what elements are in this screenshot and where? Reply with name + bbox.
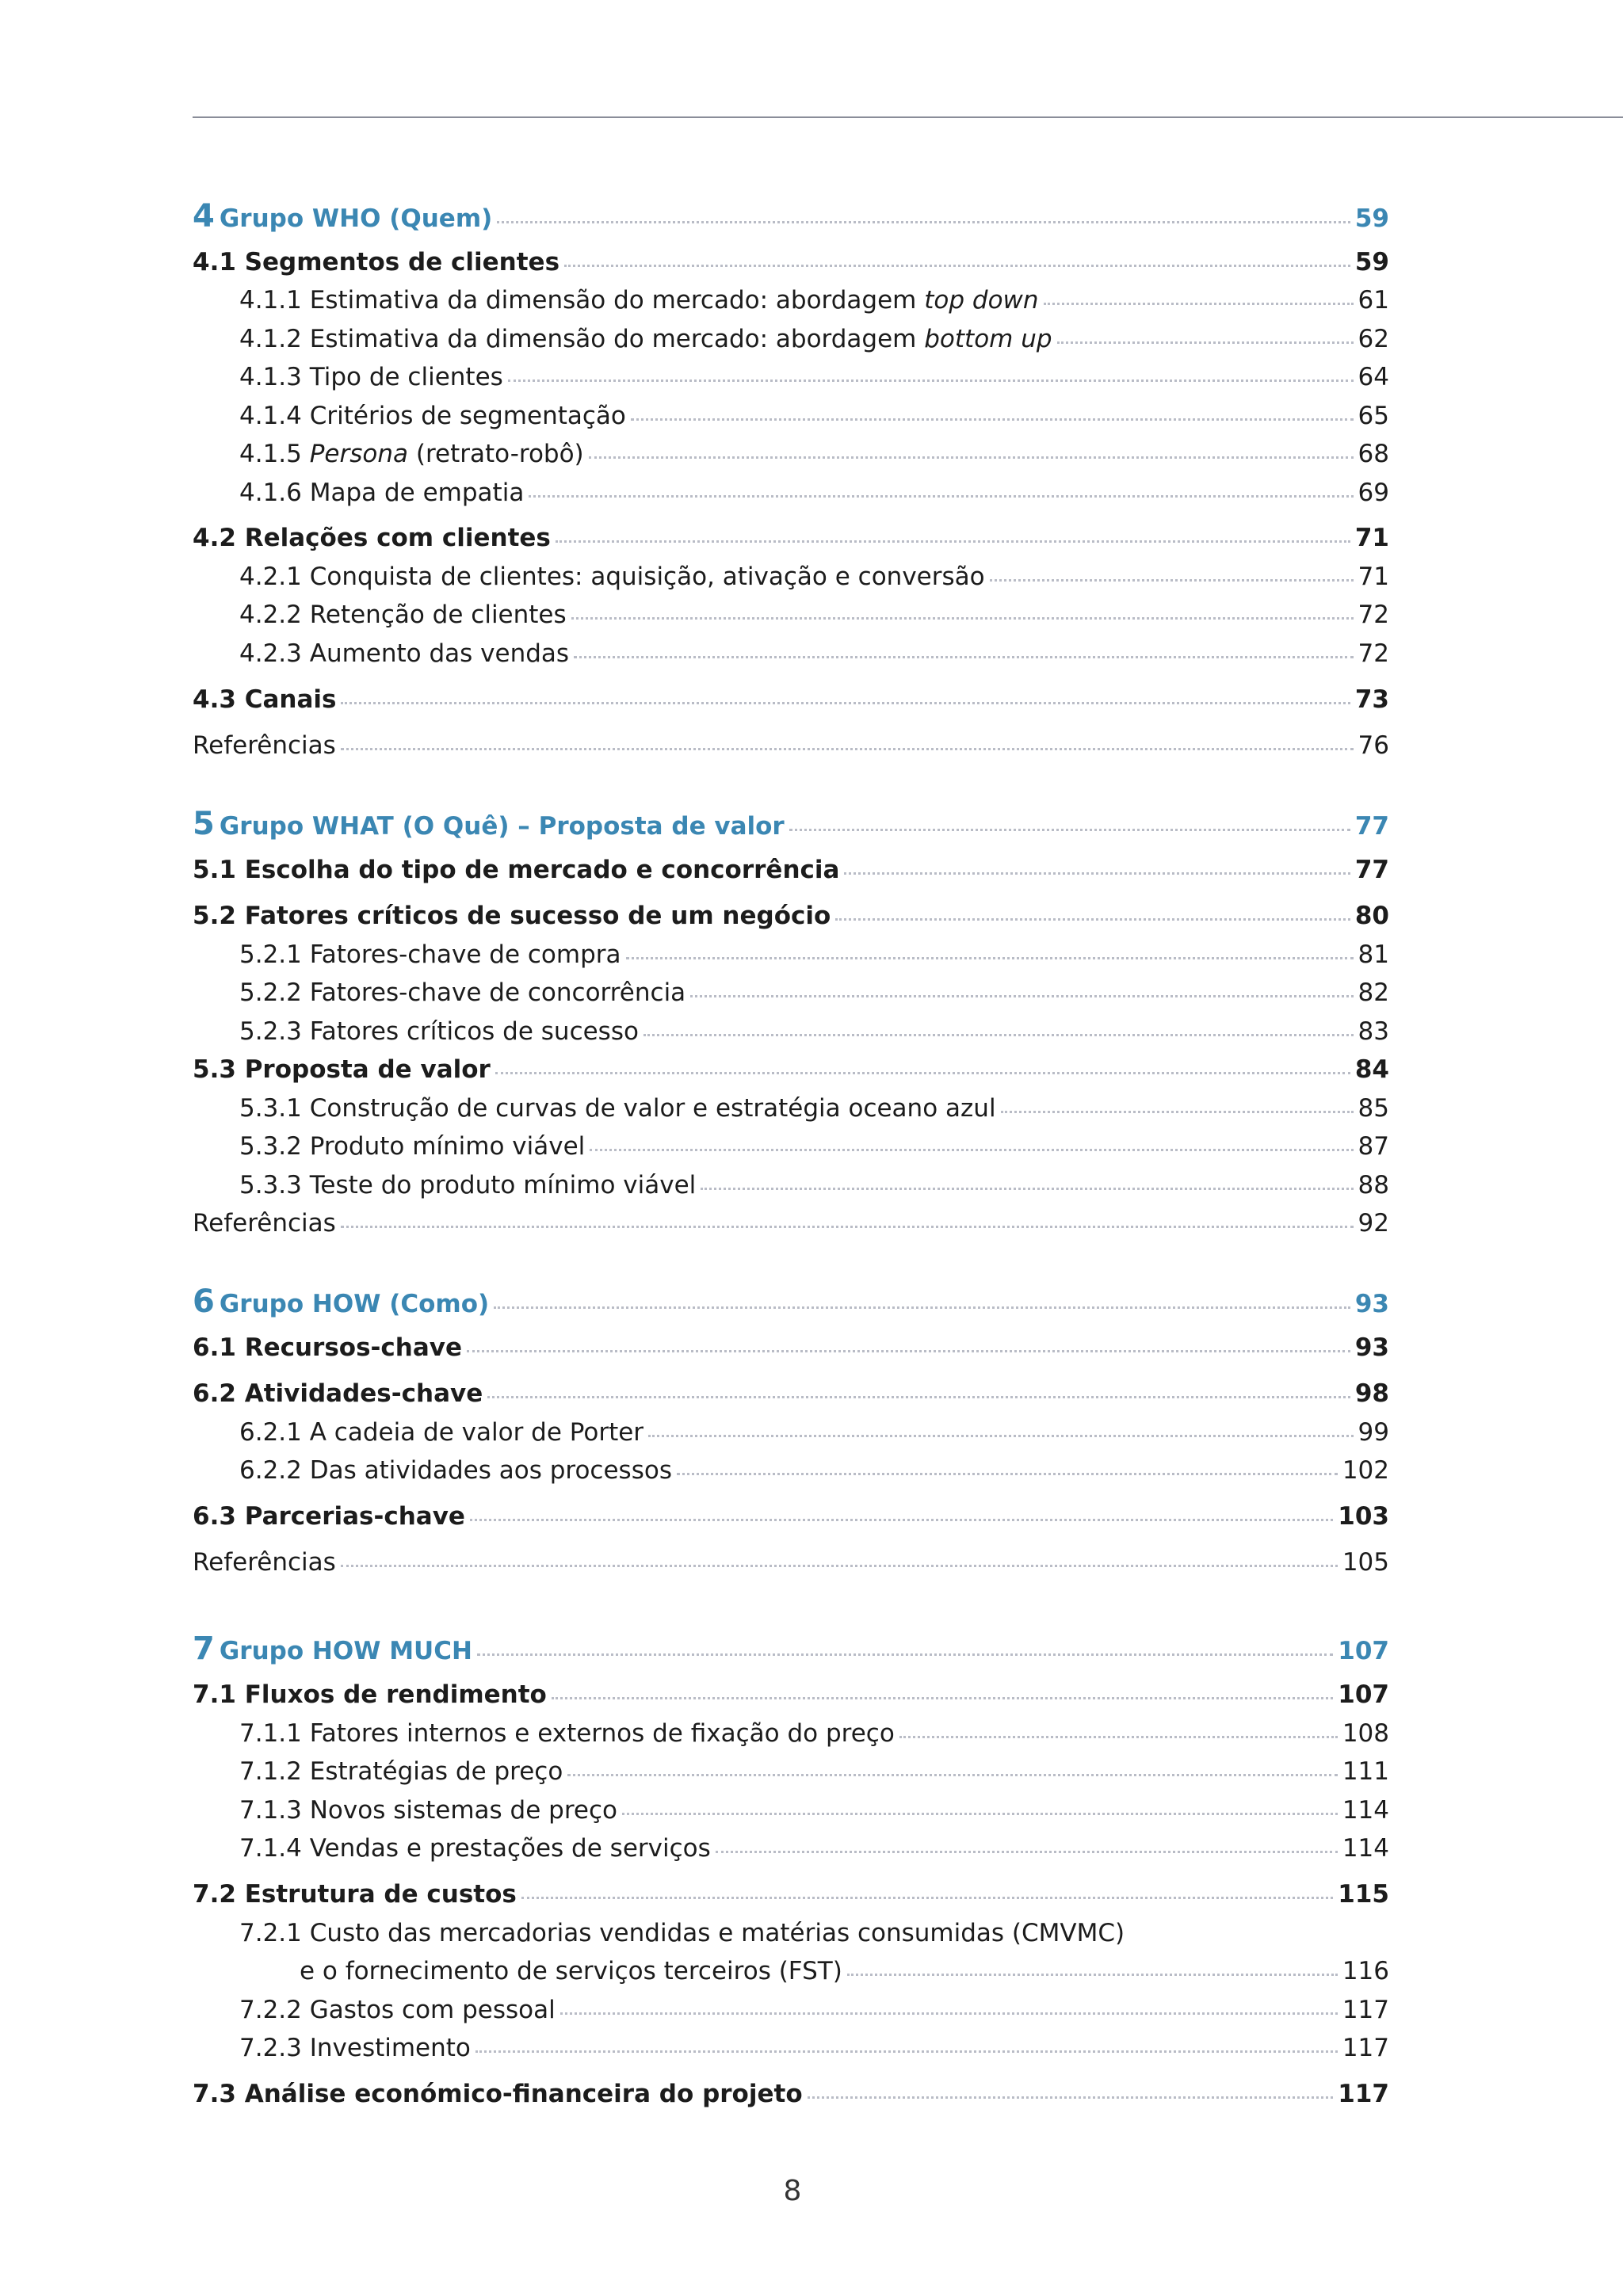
dot-leader [677, 1473, 1338, 1475]
toc-page-number: 71 [1358, 563, 1389, 591]
page-number: 8 [783, 2175, 802, 2207]
toc-entry[interactable] [239, 1013, 1389, 1050]
toc-page-number: 59 [1354, 204, 1389, 233]
toc-entry-text: 7.1 Fluxos de rendimento [193, 1680, 547, 1709]
toc-entry[interactable] [239, 635, 1389, 672]
dot-leader [475, 2050, 1338, 2053]
toc-entry-text: 6.3 Parcerias-chave [193, 1502, 465, 1531]
dot-leader [701, 1188, 1353, 1190]
toc-page-number: 69 [1358, 479, 1389, 507]
toc-page-number: 116 [1342, 1957, 1389, 1985]
toc-entry-label [239, 1753, 563, 1790]
toc-entry-italic-text: bottom up [924, 325, 1052, 353]
toc-entry-text: Grupo WHAT (O Quê) – Proposta de valor [219, 812, 785, 841]
toc-entry[interactable] [193, 1544, 1389, 1581]
dot-leader [564, 265, 1350, 267]
toc-page-number: 65 [1358, 402, 1389, 430]
toc-entry-label [239, 1792, 617, 1829]
toc-entry-label [193, 806, 785, 845]
toc-entry-text: 7.1.4 Vendas e prestações de serviços [239, 1834, 711, 1863]
toc-entry[interactable] [193, 520, 1389, 556]
toc-entry-text: 7.2.2 Gastos com pessoal [239, 1996, 556, 2024]
toc-entry-text: 6.1 Recursos-chave [193, 1333, 463, 1362]
dot-leader [556, 540, 1350, 543]
toc-entry[interactable] [193, 1498, 1389, 1535]
toc-entry[interactable] [193, 852, 1389, 888]
toc-page-number: 92 [1358, 1209, 1389, 1238]
toc-page-number: 88 [1358, 1171, 1389, 1199]
toc-entry-text: 7.2.3 Investimento [239, 2034, 471, 2062]
toc-page-number: 72 [1358, 601, 1389, 629]
toc-page-number: 114 [1342, 1834, 1389, 1863]
toc-entry-label [239, 1992, 556, 2028]
toc-entry[interactable] [239, 1128, 1389, 1165]
chapter-number: 4 [193, 198, 215, 235]
toc-entry[interactable] [193, 898, 1389, 934]
dot-leader [1001, 1111, 1354, 1113]
toc-entry-label [193, 198, 492, 237]
dot-leader [495, 1072, 1350, 1074]
toc-page-number: 98 [1354, 1379, 1389, 1408]
toc-entry[interactable] [193, 1205, 1389, 1241]
toc-entry-text: e o fornecimento de serviços terceiros (FST) [300, 1957, 842, 1985]
toc-page-number: 85 [1358, 1094, 1389, 1123]
toc-entry-text: 4.2.2 Retenção de clientes [239, 601, 567, 629]
toc-entry-text: Referências [193, 1209, 336, 1238]
toc-entry-text: 4.1.4 Critérios de segmentação [239, 402, 626, 430]
toc-page-number: 107 [1338, 1680, 1389, 1709]
toc-entry-text: Grupo WHO (Quem) [219, 204, 493, 233]
toc-entry-text: 4.2.3 Aumento das vendas [239, 639, 570, 668]
dot-leader [529, 495, 1353, 498]
toc-entry-label [193, 1283, 489, 1322]
toc-entry-text: 5.3.1 Construção de curvas de valor e estratégia oceano azul [239, 1094, 996, 1123]
toc-entry-label [239, 1915, 1125, 1951]
dot-leader [477, 1653, 1333, 1656]
toc-page-number: 111 [1342, 1757, 1389, 1786]
toc-entry[interactable] [239, 597, 1389, 633]
toc-entry-label [239, 1013, 639, 1050]
toc-page-number: 71 [1354, 524, 1389, 552]
dot-leader [808, 2096, 1334, 2099]
dot-leader [643, 1034, 1354, 1036]
toc-entry[interactable] [239, 936, 1389, 973]
toc-entry[interactable] [193, 727, 1389, 764]
dot-leader [899, 1736, 1338, 1738]
toc-entry-text: 7.1.1 Fatores internos e externos de fixação do preço [239, 1719, 895, 1748]
toc-entry-label [239, 635, 569, 672]
toc-entry[interactable] [239, 1915, 1389, 1951]
toc-entry-text: 4.1.5 [239, 440, 310, 468]
toc-entry-label [193, 1375, 483, 1412]
toc-entry-text: 6.2.1 A cadeia de valor de Porter [239, 1418, 644, 1447]
toc-entry-text: 7.2 Estrutura de custos [193, 1880, 517, 1909]
toc-entry-label [239, 1128, 585, 1165]
toc-page-number: 80 [1354, 902, 1389, 930]
toc-entry-text: 6.2 Atividades-chave [193, 1379, 483, 1408]
toc-entry-label [193, 1876, 517, 1913]
toc-entry-label [193, 1205, 336, 1241]
toc-page-number: 93 [1354, 1290, 1389, 1318]
toc-entry[interactable] [239, 282, 1389, 318]
toc-entry[interactable] [239, 321, 1389, 357]
toc-entry-label [239, 282, 1039, 318]
toc-entry-italic-text: top down [924, 286, 1039, 315]
dot-leader [574, 656, 1353, 658]
toc-entry-text: 5.2.2 Fatores-chave de concorrência [239, 978, 686, 1007]
toc-page-number: 61 [1358, 286, 1389, 315]
toc-entry-label [239, 2030, 471, 2066]
toc-entry-label [239, 559, 985, 595]
toc-entry-label [193, 520, 551, 556]
toc-entry-text: 5.3.2 Produto mínimo viável [239, 1132, 586, 1161]
toc-entry[interactable] [239, 1992, 1389, 2028]
toc-entry-label [193, 1498, 465, 1535]
toc-entry-label [239, 974, 685, 1011]
dot-leader [847, 1974, 1338, 1976]
dot-leader [470, 1519, 1333, 1521]
toc-entry-label [193, 1676, 547, 1713]
dot-leader [626, 957, 1354, 959]
toc-entry-label [193, 898, 831, 934]
toc-entry-text: 5.2.3 Fatores críticos de sucesso [239, 1017, 639, 1046]
toc-entry[interactable] [193, 2076, 1389, 2112]
toc-entry[interactable] [239, 1753, 1389, 1790]
toc-page-number: 68 [1358, 440, 1389, 468]
chapter-number: 5 [193, 806, 215, 842]
toc-entry[interactable] [239, 1090, 1389, 1127]
toc-entry-text: 4.1.1 Estimativa da dimensão do mercado: abordagem [239, 286, 925, 315]
toc-entry-text: 6.2.2 Das atividades aos processos [239, 1456, 672, 1485]
toc-entry-label [239, 597, 567, 633]
toc-page-number: 62 [1358, 325, 1389, 353]
toc-page-number: 114 [1342, 1796, 1389, 1825]
dot-leader [341, 1565, 1338, 1567]
toc-entry-text: Grupo HOW MUCH [219, 1637, 472, 1665]
toc-entry-label [193, 1329, 462, 1366]
dot-leader [467, 1350, 1350, 1352]
toc-entry-label [193, 1051, 491, 1088]
toc-entry-text: Grupo HOW (Como) [219, 1290, 490, 1318]
toc-page-number: 99 [1358, 1418, 1389, 1447]
toc-page-number: 84 [1354, 1055, 1389, 1084]
toc-entry-text: 4.1.3 Tipo de clientes [239, 363, 503, 391]
toc-entry-label [239, 936, 621, 973]
dot-leader [835, 918, 1350, 921]
toc-entry[interactable] [239, 475, 1389, 511]
dot-leader [990, 579, 1354, 582]
dot-leader [560, 2012, 1338, 2015]
dot-leader [589, 456, 1354, 459]
toc-page-number: 73 [1354, 685, 1389, 714]
toc-entry[interactable] [239, 359, 1389, 395]
toc-chapter-heading[interactable] [193, 198, 1389, 235]
dot-leader [487, 1396, 1350, 1398]
toc-entry[interactable] [300, 1953, 1389, 1989]
toc-entry-text: 4.1 Segmentos de clientes [193, 248, 560, 277]
toc-entry-label [193, 1544, 336, 1581]
toc-entry-label [239, 1715, 895, 1752]
toc-entry-text: 7.3 Análise económico-financeira do projeto [193, 2080, 803, 2108]
toc-entry[interactable] [193, 1375, 1389, 1412]
toc-page-number: 108 [1342, 1719, 1389, 1748]
toc-entry-label [193, 852, 839, 888]
toc-entry-text: Referências [193, 731, 336, 760]
dot-leader [631, 418, 1354, 421]
toc-entry[interactable] [193, 681, 1389, 718]
toc-page-number: 117 [1342, 1996, 1389, 2024]
toc-entry-text: 5.1 Escolha do tipo de mercado e concorrência [193, 856, 840, 884]
toc-entry[interactable] [239, 974, 1389, 1011]
toc-chapter-heading[interactable] [193, 806, 1389, 842]
toc-page-number: 103 [1338, 1502, 1389, 1531]
toc-entry-label [193, 727, 336, 764]
toc-entry-text-suffix: (retrato-robô) [408, 440, 584, 468]
toc-entry-label [239, 1090, 996, 1127]
toc-page-number: 102 [1342, 1456, 1389, 1485]
toc-page-number: 117 [1338, 2080, 1389, 2108]
toc-entry[interactable] [239, 1414, 1389, 1451]
toc-entry[interactable] [193, 244, 1389, 280]
dot-leader [1044, 303, 1354, 305]
dot-leader [341, 1226, 1354, 1228]
toc-entry-text: 5.2 Fatores críticos de sucesso de um negócio [193, 902, 831, 930]
toc-page-number: 82 [1358, 978, 1389, 1007]
toc-page-number: 76 [1358, 731, 1389, 760]
dot-leader [497, 221, 1350, 223]
dot-leader [590, 1149, 1353, 1151]
toc-entry[interactable] [239, 1167, 1389, 1203]
toc-entry[interactable] [239, 1452, 1389, 1489]
toc-page-number: 105 [1342, 1548, 1389, 1577]
dot-leader [521, 1897, 1333, 1899]
toc-page-number: 107 [1338, 1637, 1389, 1665]
toc-chapter-heading[interactable] [193, 1630, 1389, 1667]
toc-entry[interactable] [239, 436, 1389, 472]
toc-page-number: 81 [1358, 940, 1389, 969]
dot-leader [622, 1813, 1338, 1815]
toc-chapter-heading[interactable] [193, 1283, 1389, 1320]
toc-entry-italic-text: Persona [309, 440, 409, 468]
toc-entry[interactable] [193, 1329, 1389, 1366]
dot-leader [716, 1851, 1338, 1853]
toc-entry-text: 7.1.2 Estratégias de preço [239, 1757, 563, 1786]
dot-leader [494, 1306, 1350, 1309]
toc-entry[interactable] [239, 559, 1389, 595]
toc-entry-label [239, 1452, 672, 1489]
dot-leader [552, 1697, 1333, 1699]
toc-entry[interactable] [239, 398, 1389, 434]
toc-page-number: 59 [1354, 248, 1389, 277]
toc-page-number: 83 [1358, 1017, 1389, 1046]
toc-entry-text: 5.3.3 Teste do produto mínimo viável [239, 1171, 697, 1199]
toc-entry-label [239, 1167, 696, 1203]
toc-entry-label [239, 436, 584, 472]
toc-entry[interactable] [193, 1051, 1389, 1088]
toc-entry[interactable] [193, 1676, 1389, 1713]
toc-page-number: 64 [1358, 363, 1389, 391]
toc-entry-label [239, 475, 524, 511]
toc-entry[interactable] [239, 1830, 1389, 1867]
dot-leader [571, 617, 1354, 620]
toc-entry-label [239, 1414, 643, 1451]
toc-page-number: 115 [1338, 1880, 1389, 1909]
toc-entry-label [239, 1830, 711, 1867]
toc-entry-text: 7.2.1 Custo das mercadorias vendidas e matérias consumidas (CMVMC) [239, 1919, 1125, 1947]
toc-entry-text: 7.1.3 Novos sistemas de preço [239, 1796, 617, 1825]
toc-entry-label [193, 681, 336, 718]
toc-entry-label [193, 1630, 472, 1669]
toc-page-number: 77 [1354, 812, 1389, 841]
toc-entry-label [193, 2076, 803, 2112]
toc-page-number: 72 [1358, 639, 1389, 668]
chapter-number: 7 [193, 1630, 215, 1667]
chapter-number: 6 [193, 1283, 215, 1320]
dot-leader [341, 748, 1354, 750]
toc-entry[interactable] [239, 1715, 1389, 1752]
toc-entry[interactable] [239, 2030, 1389, 2066]
toc-entry[interactable] [193, 1876, 1389, 1913]
toc-entry-text: 5.2.1 Fatores-chave de compra [239, 940, 621, 969]
toc-entry-text: 4.2 Relações com clientes [193, 524, 551, 552]
toc-entry-text: 4.1.2 Estimativa da dimensão do mercado: abordagem [239, 325, 925, 353]
toc-entry-text: 4.2.1 Conquista de clientes: aquisição, ativação e conversão [239, 563, 985, 591]
dot-leader [508, 379, 1354, 382]
toc-entry-text: 5.3 Proposta de valor [193, 1055, 491, 1084]
toc-page-number: 77 [1354, 856, 1389, 884]
toc-entry-label [193, 244, 559, 280]
dot-leader [789, 829, 1350, 831]
toc-page-number: 87 [1358, 1132, 1389, 1161]
toc-entry-label [239, 359, 503, 395]
toc-entry-text: 4.1.6 Mapa de empatia [239, 479, 525, 507]
dot-leader [844, 872, 1350, 875]
dot-leader [648, 1435, 1354, 1437]
table-of-contents [193, 0, 1389, 2296]
dot-leader [1057, 341, 1354, 344]
toc-entry-label [300, 1953, 842, 1989]
toc-page-number: 93 [1354, 1333, 1389, 1362]
toc-page-number: 117 [1342, 2034, 1389, 2062]
toc-entry[interactable] [239, 1792, 1389, 1829]
toc-entry-label [239, 398, 626, 434]
dot-leader [567, 1774, 1338, 1776]
dot-leader [690, 995, 1353, 997]
toc-entry-text: 4.3 Canais [193, 685, 337, 714]
dot-leader [341, 702, 1350, 704]
toc-entry-text: Referências [193, 1548, 336, 1577]
toc-entry-label [239, 321, 1052, 357]
